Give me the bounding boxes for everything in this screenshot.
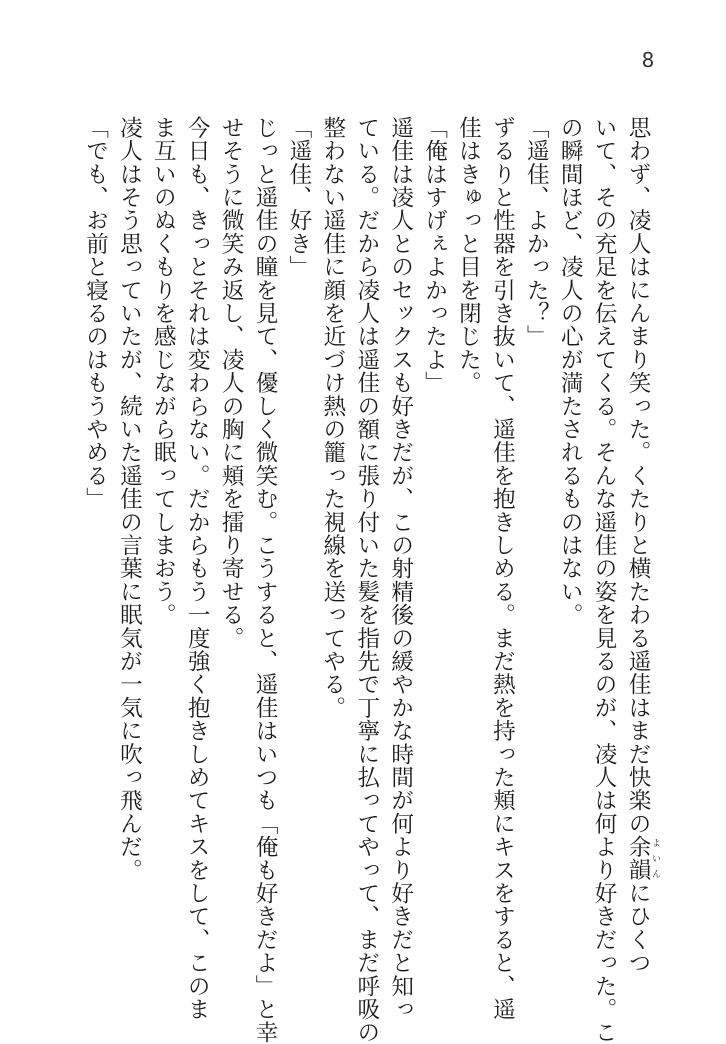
text-line-14: 今日も、きっとそれは変わらない。だからもう一度強く抱きしめてキスをして、このま <box>184 116 211 1021</box>
ruby-word <box>625 835 660 882</box>
text-line-15: ま互いのぬくもりを感じながら眠ってしまおう。 <box>150 116 177 627</box>
text-line-7: 「俺はすげぇよかったよ」 <box>421 116 448 395</box>
ruby-base: 余韻 <box>625 835 651 882</box>
text-line-1 <box>620 116 660 975</box>
text-line-10: 整わない遥佳に顔を近づけ熱の籠った視線を送ってやる。 <box>319 116 346 720</box>
text-line-3: の瞬間ほど、凌人の心が満たされるものはない。 <box>557 116 584 627</box>
page-number: 8 <box>641 48 655 72</box>
text-line-9: ている。だから凌人は遥佳の額に張り付いた髪を指先で丁寧に払ってやって、まだ呼吸の <box>353 116 380 1044</box>
text-line-11: 「遥佳、好き」 <box>285 116 312 279</box>
text-line-16: 凌人はそう思っていたが、続いた遥佳の言葉に眠気が一気に吹っ飛んだ。 <box>116 116 143 882</box>
novel-text <box>82 116 660 1044</box>
text-line-13: せそうに微笑み返し、凌人の胸に頬を擂り寄せる。 <box>218 116 245 650</box>
text-line-1-main: 思わず、凌人はにんまり笑った。くたりと横たわる遥佳はまだ快楽の <box>625 116 651 836</box>
text-line-6: 佳はきゅっと目を閉じた。 <box>455 116 482 395</box>
text-line-8: 遥佳は凌人とのセックスも好きだが、この射精後の緩やかな時間が何より好きだと知っ <box>387 116 414 1021</box>
ruby-reading: よいん <box>650 835 660 882</box>
text-line-12: じっと遥佳の瞳を見て、優しく微笑む。こうすると、遥佳はいつも「俺も好きだよ」と幸 <box>252 116 279 1044</box>
text-line-5: ずるりと性器を引き抜いて、遥佳を抱きしめる。まだ熱を持った頬にキスをすると、遥 <box>489 116 516 1021</box>
text-line-4: 「遥佳、よかった？」 <box>523 116 550 348</box>
text-line-1-tail: にひくつ <box>625 881 651 975</box>
text-line-17: 「でも、お前と寝るのはもうやめる」 <box>82 116 109 511</box>
text-line-2: いて、その充足を伝えてくる。そんな遥佳の姿を見るのが、凌人は何より好きだった。こ <box>591 116 618 1044</box>
